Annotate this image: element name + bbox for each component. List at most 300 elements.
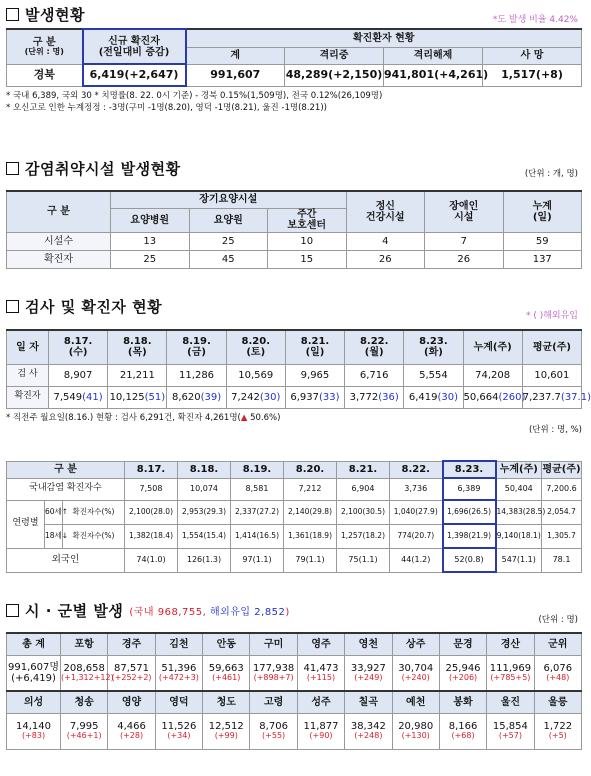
th-city: 봉화 (439, 691, 486, 713)
city-cell (203, 655, 250, 691)
city-total: 25,946 (445, 662, 481, 674)
city-cell (439, 713, 486, 749)
title-text: 감염취약시설 발생현황 (25, 160, 181, 178)
th-day (345, 330, 404, 364)
th-city: 영천 (345, 633, 392, 655)
city-cell (7, 655, 61, 691)
city-cell (108, 655, 155, 691)
city-header-1 (7, 633, 582, 655)
cell: 6,904 (337, 478, 390, 500)
cell: 2,953(29.3) (178, 500, 231, 524)
cell: 25 (111, 250, 190, 268)
th-day (167, 330, 226, 364)
city-cell (297, 655, 344, 691)
th-city: 고령 (250, 691, 297, 713)
th-cumulative (503, 191, 582, 232)
cell-value: 7,242 (231, 391, 260, 403)
cell-value: 10,125 (109, 391, 145, 403)
section-occurrence (6, 4, 582, 25)
title-sub (129, 603, 289, 618)
foreigner-row (7, 548, 582, 572)
th-city: 울릉 (534, 691, 581, 713)
th-gubun-label: 구 분 (32, 36, 56, 48)
testing-table (6, 329, 591, 436)
cell: 1,361(18.9) (284, 524, 337, 548)
city-delta: (+34) (167, 731, 191, 741)
th-city: 문경 (439, 633, 486, 655)
cell: 1,414(16.5) (231, 524, 284, 548)
cell: 45 (189, 250, 268, 268)
cell: 14,383(28.5) (496, 500, 542, 524)
city-total: 1,722 (543, 721, 573, 733)
city-total: 208,658 (63, 662, 105, 674)
cell: 9,965 (285, 364, 344, 386)
row-label: 검 사 (7, 364, 49, 386)
cell-value: 8,620 (171, 391, 201, 403)
city-delta: (+115) (306, 672, 336, 682)
th-date: 8.21. (337, 461, 390, 478)
th-daycare (268, 208, 347, 232)
date: 8.17. (63, 336, 93, 348)
th-new-sub-label: (전일대비 증감) (98, 46, 170, 58)
city-total: 51,396 (161, 662, 197, 674)
city-total: 11,526 (161, 721, 197, 733)
cell: 7,508 (125, 478, 178, 500)
cell: 79(1.1) (284, 548, 337, 572)
th-day-2: 보호센터 (287, 220, 327, 231)
age18-row (7, 524, 582, 548)
cell: 10,569 (226, 364, 285, 386)
group-label: 연령별 (7, 500, 45, 548)
th-total: 계 (186, 47, 285, 64)
th-day (285, 330, 344, 364)
cell: 4 (346, 232, 425, 250)
th-ltc: 장기요양시설 (111, 191, 347, 208)
cell: 1,382(18.4) (125, 524, 178, 548)
city-cell (392, 713, 439, 749)
cell (108, 386, 167, 408)
city-cell (61, 713, 108, 749)
city-delta: (+248) (354, 731, 383, 741)
confirmed-row (7, 386, 582, 408)
th-new-label: 신규 확진자 (108, 35, 160, 47)
cell: 26 (346, 250, 425, 268)
cell-foreign: (260) (498, 391, 526, 403)
row-label: 확진자 (7, 250, 111, 268)
th-day (49, 330, 108, 364)
date: 8.18. (123, 336, 152, 348)
city-cell (392, 655, 439, 691)
weekday: (일) (305, 347, 325, 359)
date: 8.22. (359, 336, 389, 348)
th-cum: 누계(주) (463, 330, 522, 364)
city-table (6, 632, 582, 750)
city-delta: (+252+2) (111, 672, 152, 682)
cell: 13 (111, 232, 190, 250)
cell-foreign: (37.1) (560, 391, 591, 403)
th-city: 김천 (155, 633, 202, 655)
city-delta: (+249) (354, 672, 383, 682)
th-day (226, 330, 285, 364)
city-header-2 (7, 691, 582, 713)
th-city: 구미 (250, 633, 297, 655)
section-city (6, 600, 582, 625)
note-last-week (6, 412, 582, 424)
cell: 2,140(29.8) (284, 500, 337, 524)
age-sub: 확진자수(%) (63, 500, 125, 524)
city-total: 12,512 (208, 721, 244, 733)
cell-foreign: (51) (144, 391, 166, 403)
city-delta: (+206) (448, 672, 478, 682)
city-values-2 (7, 713, 582, 749)
cell: 6,389 (443, 478, 496, 500)
city-cell (345, 655, 392, 691)
th-gubun: 구 분 (7, 461, 125, 478)
title-text: 시 · 군별 발생 (25, 602, 124, 620)
title-text: 발생현황 (25, 6, 85, 24)
cell: 774(20.7) (390, 524, 443, 548)
city-total: 8,706 (259, 721, 288, 733)
row-label: 국내감염 확진자수 (7, 478, 125, 500)
th-date: 8.18. (178, 461, 231, 478)
city-total: 6,076 (543, 662, 573, 674)
age-sub: 확진자수(%) (63, 524, 125, 548)
th-city: 영양 (108, 691, 155, 713)
cell-value: 7,237.7 (522, 391, 561, 403)
cell: 44(1.2) (390, 548, 443, 572)
cell (345, 386, 404, 408)
th-city: 총 계 (7, 633, 61, 655)
cell: 9,140(18.1) (496, 524, 542, 548)
th-release: 격리해제 (384, 47, 483, 64)
cell: 1,305.7 (542, 524, 582, 548)
cell: 2,337(27.2) (231, 500, 284, 524)
note-correction: * 오신고로 인한 누계정정 : -3명(구미 -1명(8.20), 영덕 -1명(8.21), 울진 -1명(8.21)) (6, 103, 327, 114)
th-city: 청송 (61, 691, 108, 713)
cell: 1,257(18.2) (337, 524, 390, 548)
cell: 1,554(15.4) (178, 524, 231, 548)
date-row (7, 330, 582, 364)
cell-foreign: (30) (437, 391, 458, 403)
checkbox-icon (6, 300, 19, 313)
weekday: (화) (424, 347, 443, 359)
city-delta: (+90) (309, 731, 333, 741)
row-label: 외국인 (7, 548, 125, 572)
note-text-end: ) (277, 412, 281, 423)
city-delta: (+55) (262, 731, 286, 741)
sub-domestic: (국내 968,755, (129, 607, 210, 618)
th-day (108, 330, 167, 364)
th-city: 의성 (7, 691, 61, 713)
cell-foreign: (39) (200, 391, 222, 403)
city-cell (534, 655, 581, 691)
foreign-note: * ( )해외유입 (525, 311, 578, 321)
th-status: 확진환자 현황 (186, 29, 582, 47)
city-delta: (+48) (546, 672, 570, 682)
date: 8.20. (241, 336, 270, 348)
cell-foreign: (36) (378, 391, 399, 403)
city-delta: (+46+1) (66, 731, 102, 741)
cell-new: 6,419(+2,647) (83, 64, 186, 86)
city-delta: (+57) (498, 731, 522, 741)
rate-note: *도 발생 비율 4.42% (492, 15, 578, 25)
city-delta: (+472+3) (158, 672, 199, 682)
city-total: 991,607명 (7, 661, 59, 673)
age-table (6, 460, 582, 573)
cell: 50,404 (496, 478, 542, 500)
cell: 7 (425, 232, 504, 250)
test-row (7, 364, 582, 386)
city-delta: (+1,312+12) (61, 672, 114, 682)
cell-value: 7,549 (53, 391, 83, 403)
th-disabled (425, 191, 504, 232)
cell: 10,074 (178, 478, 231, 500)
row-label: 확진자 (7, 386, 49, 408)
th-dis-1: 장애인 (449, 200, 479, 212)
cell: 21,211 (108, 364, 167, 386)
cell: 547(1.1) (496, 548, 542, 572)
th-cum-2: (일) (532, 211, 552, 223)
city-total: 87,571 (114, 662, 150, 674)
th-day (404, 330, 463, 364)
th-date: 8.20. (284, 461, 337, 478)
weekday: (토) (246, 347, 266, 359)
date: 8.19. (182, 336, 211, 348)
th-city: 영덕 (155, 691, 202, 713)
city-delta: (+461) (212, 672, 241, 682)
cell (167, 386, 226, 408)
cell: 7,200.6 (542, 478, 582, 500)
domestic-row (7, 478, 582, 500)
cell: 2,054.7 (542, 500, 582, 524)
weekday: (월) (364, 347, 384, 359)
city-cell (297, 713, 344, 749)
city-delta: (+99) (214, 731, 238, 741)
checkbox-icon (6, 604, 19, 617)
th-city: 안동 (203, 633, 250, 655)
city-total: 7,995 (69, 721, 99, 733)
th-city: 포항 (61, 633, 108, 655)
cell: 74,208 (463, 364, 522, 386)
checkbox-icon (6, 8, 19, 21)
city-total: 15,854 (492, 721, 528, 733)
th-date: 일 자 (7, 330, 49, 364)
city-total: 8,166 (448, 721, 478, 733)
vulnerable-table (6, 190, 582, 269)
cell: 74(1.0) (125, 548, 178, 572)
cell: 2,100(28.0) (125, 500, 178, 524)
cell-isolation: 48,289(+2,150) (285, 64, 384, 86)
cell: 15 (268, 250, 347, 268)
note-domestic: * 국내 6,389, 국외 30 * 치명률(8. 22. 0시 기준) - 경북 0.15%(1,509명), 전국 0.12%(26,109명) (6, 91, 383, 101)
sub-end: ) (285, 607, 290, 618)
title-text: 검사 및 확진자 현황 (25, 298, 163, 316)
checkbox-icon (6, 162, 19, 175)
date: 8.21. (300, 336, 330, 348)
cell (463, 386, 526, 408)
cell: 1,398(21.9) (443, 524, 496, 548)
cell-foreign: (41) (82, 391, 103, 403)
th-cum: 누계(주) (496, 461, 542, 478)
city-total: 41,473 (303, 662, 339, 674)
th-date: 8.19. (231, 461, 284, 478)
th-city: 울진 (487, 691, 534, 713)
section-testing (6, 296, 582, 321)
city-delta: (+5) (548, 731, 567, 741)
cell (285, 386, 344, 408)
up-triangle-icon: ▲ (240, 412, 248, 423)
city-cell (250, 713, 297, 749)
th-unit-label: (단위 : 명) (24, 46, 64, 56)
th-mental-2: 건강시설 (365, 211, 405, 223)
section-title (6, 296, 582, 317)
city-cell (439, 655, 486, 691)
cell: 97(1.1) (231, 548, 284, 572)
city-cell (108, 713, 155, 749)
cell: 6,716 (345, 364, 404, 386)
city-total: 20,980 (398, 721, 434, 733)
city-delta: (+28) (119, 731, 144, 741)
city-total: 4,466 (117, 721, 146, 733)
cell: 25 (189, 232, 268, 250)
city-delta: (+785+5) (490, 672, 531, 682)
city-total: 111,969 (489, 662, 532, 674)
cell: 10,601 (522, 364, 581, 386)
city-cell (203, 713, 250, 749)
city-cell (345, 713, 392, 749)
unit-note: (단위 : 명) (538, 615, 578, 625)
cell-value: 3,772 (349, 391, 379, 403)
city-total: 11,877 (303, 721, 339, 733)
city-total: 14,140 (16, 721, 51, 733)
row-label: 경북 (7, 64, 83, 86)
cell-death: 1,517(+8) (483, 64, 582, 86)
th-date: 8.22. (390, 461, 443, 478)
age60-row (7, 500, 582, 524)
cell: 52(0.8) (443, 548, 496, 572)
th-city: 경산 (487, 633, 534, 655)
city-delta: (+240) (401, 672, 430, 682)
th-city: 상주 (392, 633, 439, 655)
table-row (7, 250, 582, 268)
cell-release: 941,801(+4,261) (384, 64, 483, 86)
weekday: (수) (68, 347, 88, 359)
weekday: (목) (127, 347, 147, 359)
age-label: 60세↑ (45, 500, 63, 524)
cell: 1,040(27.9) (390, 500, 443, 524)
th-nursing-hospital: 요양병원 (111, 208, 190, 232)
city-total: 33,927 (350, 662, 386, 674)
city-total: 30,704 (398, 662, 434, 674)
cell: 59 (503, 232, 582, 250)
th-day-1: 주간 (297, 209, 317, 220)
cell: 5,554 (404, 364, 463, 386)
th-new-cases (83, 29, 186, 64)
age-header (7, 461, 582, 478)
th-city: 성주 (297, 691, 344, 713)
section-vulnerable (6, 158, 582, 179)
th-date: 8.17. (125, 461, 178, 478)
cell: 26 (425, 250, 504, 268)
city-values-1 (7, 655, 582, 691)
table-row (7, 232, 582, 250)
cell-value: 50,664 (463, 391, 499, 403)
th-city: 영주 (297, 633, 344, 655)
th-city: 청도 (203, 691, 250, 713)
sub-foreign: 해외유입 2,852 (209, 607, 286, 618)
cell: 137 (503, 250, 582, 268)
th-city: 칠곡 (345, 691, 392, 713)
cell (522, 386, 591, 408)
th-isolation: 격리중 (285, 47, 384, 64)
occurrence-table (6, 28, 582, 115)
cell: 8,907 (49, 364, 108, 386)
section-title (6, 600, 582, 621)
th-city: 예천 (392, 691, 439, 713)
cell-foreign: (30) (259, 391, 281, 403)
note-pct: 50.6% (247, 412, 278, 423)
th-gubun (7, 29, 83, 64)
cell: 78.1 (542, 548, 582, 572)
cell: 8,581 (231, 478, 284, 500)
th-avg: 평균(주) (542, 461, 582, 478)
city-delta: (+130) (401, 731, 430, 741)
weekday: (금) (187, 347, 206, 359)
city-delta: (+898+7) (253, 672, 294, 682)
city-cell (250, 655, 297, 691)
cell: 3,736 (390, 478, 443, 500)
section-title (6, 158, 582, 179)
th-nursing-home: 요양원 (189, 208, 268, 232)
cell-value: 6,937 (290, 391, 320, 403)
cell (49, 386, 108, 408)
th-gubun: 구 분 (7, 191, 111, 232)
city-delta: (+6,419) (11, 672, 56, 684)
note-text: * 직전주 월요일(8.16.) 현황 : 검사 6,291건, 확진자 4,261명( (6, 412, 241, 423)
cell: 1,696(26.5) (443, 500, 496, 524)
cell-foreign: (33) (319, 391, 340, 403)
unit-note: (단위 : 개, 명) (524, 169, 578, 179)
city-cell (7, 713, 61, 749)
th-mental (346, 191, 425, 232)
city-cell (534, 713, 581, 749)
city-total: 59,663 (208, 662, 244, 674)
th-city: 군위 (534, 633, 581, 655)
city-cell (155, 713, 202, 749)
cell: 126(1.3) (178, 548, 231, 572)
th-city: 경주 (108, 633, 155, 655)
city-total: 38,342 (350, 721, 386, 733)
cell: 11,286 (167, 364, 226, 386)
city-cell (487, 713, 534, 749)
cell (226, 386, 285, 408)
row-label: 시설수 (7, 232, 111, 250)
cell-value: 6,419 (408, 391, 438, 403)
unit-note: (단위 : 명, %) (528, 424, 582, 435)
th-death: 사 망 (483, 47, 582, 64)
cell: 75(1.1) (337, 548, 390, 572)
city-cell (487, 655, 534, 691)
city-delta: (+68) (451, 731, 475, 741)
cell (404, 386, 463, 408)
th-date-highlight: 8.23. (443, 461, 496, 478)
city-total: 177,938 (252, 662, 295, 674)
age-label: 18세↓ (45, 524, 63, 548)
cell-total: 991,607 (186, 64, 285, 86)
cell: 10 (268, 232, 347, 250)
city-delta: (+83) (21, 731, 46, 741)
cell: 7,212 (284, 478, 337, 500)
